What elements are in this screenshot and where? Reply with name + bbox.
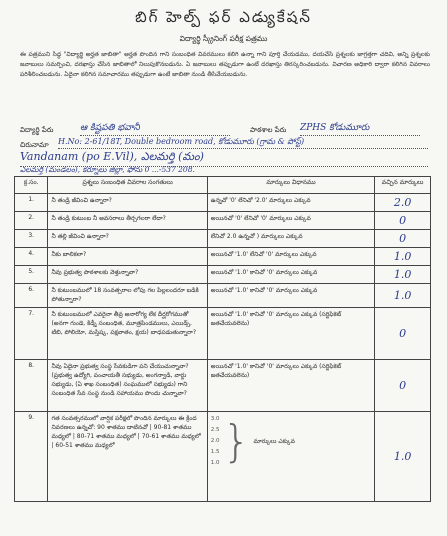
row-question: నీ తండ్రి కుటుంబ నీ అవసరాలు తీర్చగలరా లేదా? [48,212,207,230]
table-row [15,284,431,308]
row-question: నీ తల్లి జీవించి ఉన్నారా? [48,230,207,248]
row-question: నీ కుటుంబములో 18 సంవత్సరాల లోపు గల పిల్లలందరూ బడికి పోతున్నారా? [48,284,207,308]
score-list [211,414,220,469]
row-sno: 9. [15,412,48,502]
student-name-label: విద్యార్థి పేరు [20,126,54,134]
row-marking [207,412,374,502]
row-question: నీ తండ్రి జీవించి ఉన్నారా? [48,194,207,212]
address-line-2: Vandanam (po E.Vil), ఎలమర్తి (మం) [20,150,428,167]
table-row [15,412,431,502]
row-marking: ఉన్నచో '0' లేనిచో '2.0' మార్కులు ఎక్కువ [207,194,374,212]
address-line-1: H.No: 2-61/18T, Double bedroom road, కోడుమూరు (గ్రామ & పోస్ట్) [58,137,428,149]
table-row [15,230,431,248]
address-label: చిరునామా [20,141,49,149]
row-question: నీకు బాలికలా? [48,248,207,266]
row-marking: అయినచో '0' లేనిచో '0' మార్కులు ఎక్కువ [207,212,374,230]
row-question: గత సంవత్సరములో వార్షిక పరీక్షలో పొందిన మార్కులు ఈ క్రింద నివరణలు ఉన్నచో: 90 శాతము దాటినచో | 90-81 శాతము మధ్యలో | 80-71 శాతము మధ్యలో | 70-61 శాతము మధ్యలో | 60-51 శాతము మధ్యలో [48,412,207,502]
row-sno: 8. [15,360,48,412]
row-marks: 2.0 [375,194,431,212]
row-marking: అయినచో '1.0' కానిచో '0' మార్కులు ఎక్కువ (సర్టిఫికెట్ జతచేయవలెను) [207,360,374,412]
row-sno: 5. [15,266,48,284]
table-row [15,266,431,284]
row-marks: 0 [375,212,431,230]
school-name-label: పాఠశాల పేరు [250,126,287,134]
form-subtitle: విద్యార్థి స్క్రీనింగ్ పరీక్ష పత్రము [179,34,268,43]
col-header-question: ప్రశ్నలు సంబంధిత వివరాల సంగతులు [48,177,207,194]
score-item: 2.0 [210,438,220,444]
row-marking: అయినచో '1.0' లేనిచో '0' మార్కులు ఎక్కువ [207,248,374,266]
row-marks: 0 [375,360,431,412]
table-row [15,194,431,212]
row-marks: 1.0 [375,284,431,308]
row-marking: అయినచో '1.0' కానిచో '0' మార్కులు ఎక్కువ [207,266,374,284]
brace-mark: } [222,415,251,467]
score-caption: మార్కులు ఎక్కువ [253,438,295,445]
student-name-value: ఆ కిష్టపతి భవానీ [80,123,230,136]
col-header-marks: వచ్చిన మార్కులు [375,177,431,194]
table-row [15,212,431,230]
col-header-marking: మార్కులు విధానము [207,177,374,194]
row-sno: 2. [15,212,48,230]
row-question: నీ కుటుంబములో ఎవరైనా తీవ్ర అనారోగ్య లేక దీర్ఘరోగముతో (అనగా గుండె, కిడ్నీ సంబంధిత, మూత్రపిండములు, ఎయిడ్స్, టిబి, పోలియో, మస్తిష్క, పక్షవాతం, క్షయ) బాధపడుతున్నారా? [48,308,207,360]
row-question: నీవు ప్రభుత్వ పాఠశాలకు వెళ్తున్నావా? [48,266,207,284]
row-marks: 0 [375,308,431,360]
row-marks: 1.0 [375,248,431,266]
row-sno: 7. [15,308,48,360]
row-sno: 3. [15,230,48,248]
table-header-row [15,177,431,194]
screening-table [14,176,431,502]
col-header-sno: క్ర.సం. [15,177,48,194]
row-question: నీవు ఏదైనా ప్రభుత్వ సంస్థ సేవకుడిగా పని చేయుచున్నావా? (ప్రభుత్వ ఉద్యోగి, పంచాయతీ సభ్యుడు, అంగన్వాడి, వార్డు సభ్యుడు, (ఏ శాఖ సంబంధిత) సంఘములో సభ్యుడు) గాని సంబంధిత సేవ సంస్థ నుండి సహాయము పొందు చున్నావా? [48,360,207,412]
row-sno: 4. [15,248,48,266]
score-item: 1.5 [210,449,220,455]
row-marks: 1.0 [375,266,431,284]
row-marks: 0 [375,230,431,248]
row-marks: 1.0 [375,412,431,502]
form-title: బిగ్ హెల్ప్ ఫర్ ఎడ్యుకేషన్ [135,8,312,26]
row-sno: 6. [15,284,48,308]
school-name-value: ZPHS కోడుమూరు [300,123,420,136]
row-sno: 1. [15,194,48,212]
row-marking: అయినచో '1.0' కానిచో '0' మార్కులు ఎక్కువ (సర్టిఫికెట్ జతచేయవలెను) [207,308,374,360]
score-item: 3.0 [210,416,220,422]
score-item: 2.5 [210,427,220,433]
form-instructions: ఈ పత్రముని సిద్ధ "విద్యార్థి అర్హత జాబితా" అర్హత పొందిన గాని సంబంధిత వివరములు కలిగి ఉన్నా గాని పూర్తి చేయడము, దయచేసి ప్రశ్నలకు జాగ్రత్తగా చదివి, అన్ని ప్రశ్నలకు జవాబులు సమర్పించి, దరఖాస్తు చేసిన జాబితాలో నిలుపుకొనబడును. ఏ జవాబులు తప్పుడుగా ఉంటే దరఖాస్తు తిరస్కరించబడును. విచారణ అధికారి ద్వారా కలిగిన వివరాలు పరిశీలించబడును. ఏదైనా కలిగిన సమాచారము తప్పుడుగా ఉంటే జాబితా నుండి తీసివేయబడును. [20,51,430,78]
score-item: 1.0 [210,460,220,466]
address-line-3: ఎలమర్తి (మండలం), కర్నూలు జిల్లా, ఫోను 0 ...-537 208. [20,165,428,177]
table-row [15,248,431,266]
table-row [15,308,431,360]
row-marking: అయినచో '1.0' కానిచో '0' మార్కులు ఎక్కువ [207,284,374,308]
row-marking: లేనిచో 2.0 ఉన్నచో ) మార్కులు ఎక్కువ [207,230,374,248]
table-row [15,360,431,412]
